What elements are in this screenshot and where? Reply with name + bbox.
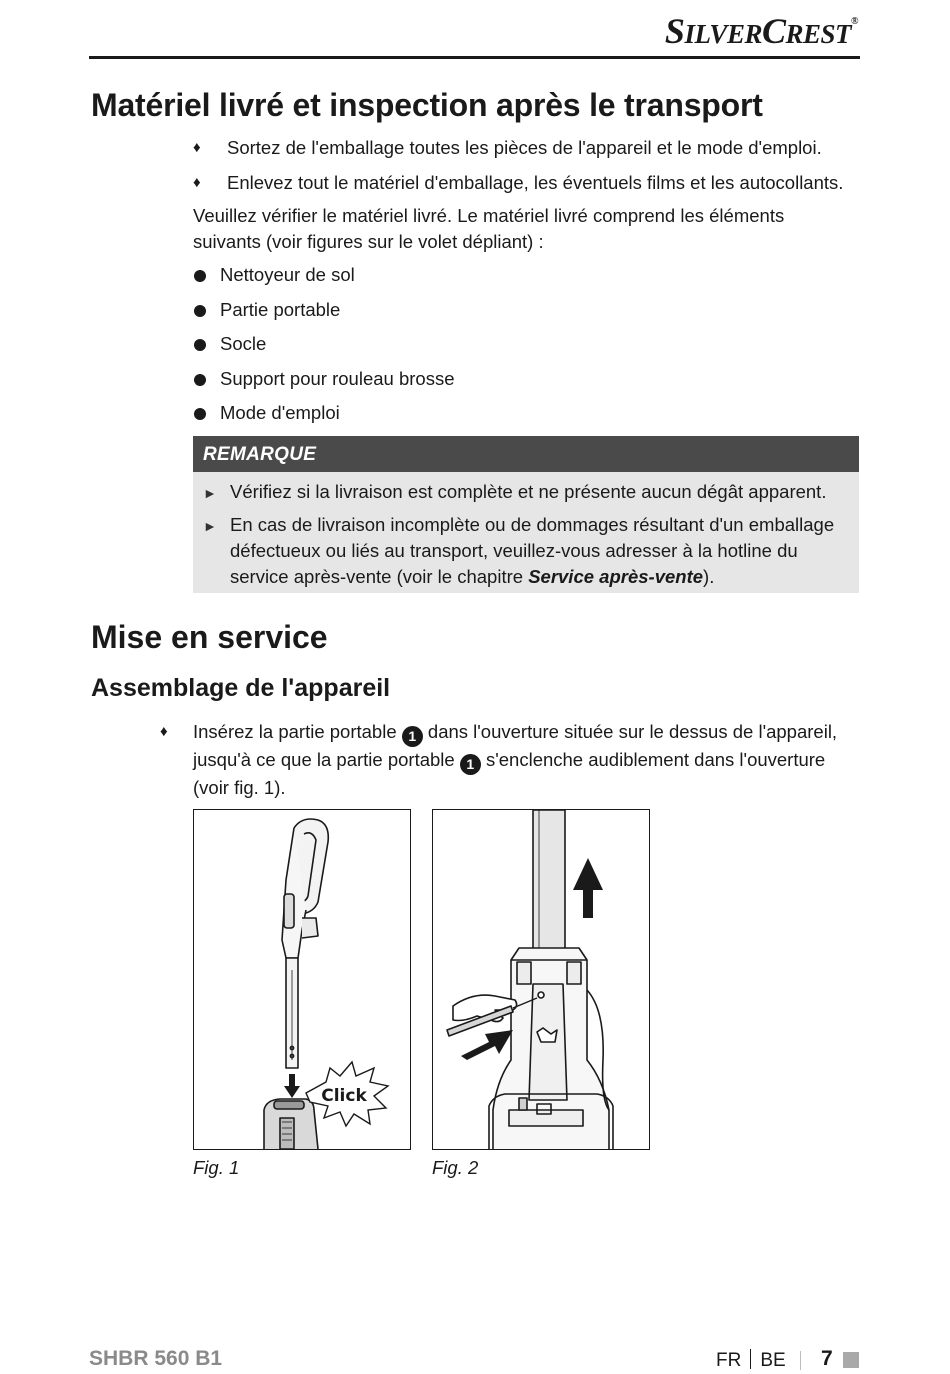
header-rule (89, 56, 860, 59)
list-item-label: Partie portable (220, 298, 341, 320)
list-item-label: Socle (220, 333, 267, 354)
note-heading: REMARQUE (193, 436, 859, 472)
list-item-label: Nettoyeur de sol (220, 264, 355, 285)
step-text: Sortez de l'emballage toutes les pièces de l'appareil et le mode d'emploi. (227, 137, 822, 158)
page-number: 7 (821, 1347, 833, 1370)
part-number-badge: 1 (460, 754, 481, 775)
footer-languages (716, 1349, 786, 1372)
chapter-reference: Service après-vente (528, 566, 704, 587)
bullet-dot-icon (194, 305, 206, 317)
figure-1-caption: Fig. 1 (193, 1157, 240, 1178)
note-text: Vérifiez si la livraison est complète et ne présente aucun dégât apparent. (230, 481, 827, 502)
note-line: En cas de livraison incomplète ou de dommages résultant d'un emballage (230, 514, 835, 535)
footer-divider (800, 1351, 801, 1370)
diamond-bullet-icon: ♦ (193, 139, 201, 156)
language-separator (750, 1349, 751, 1369)
intro-line: Veuillez vérifier le matériel livré. Le matériel livré comprend les éléments (193, 205, 785, 226)
bullet-dot-icon (194, 339, 206, 351)
intro-line: suivants (voir figures sur le volet dépliant) : (193, 231, 544, 252)
language-code: FR (716, 1350, 742, 1371)
figure-1 (193, 809, 411, 1150)
arrow-bullet-icon: ► (203, 518, 217, 534)
note-box (193, 436, 859, 593)
arrow-bullet-icon: ► (203, 485, 217, 501)
section-title-commissioning: Mise en service (91, 619, 328, 655)
diamond-bullet-icon: ♦ (160, 723, 168, 740)
note-line-text: ). (703, 566, 715, 587)
language-code: BE (760, 1350, 786, 1371)
step-text: s'enclenche audiblement dans l'ouverture (480, 749, 826, 770)
bullet-dot-icon (194, 374, 206, 386)
step-text: dans l'ouverture située sur le dessus de l'appareil, (422, 721, 838, 742)
note-line (230, 564, 845, 590)
delivery-intro (193, 203, 833, 255)
footer-model-number: SHBR 560 B1 (89, 1347, 223, 1370)
figure-2 (432, 809, 650, 1150)
figure-2-caption: Fig. 2 (432, 1157, 479, 1178)
part-number-badge: 1 (402, 726, 423, 747)
note-line: défectueux ou liés au transport, veuillez-vous adresser à la hotline du (230, 540, 798, 561)
click-label: Click (321, 1086, 367, 1106)
bullet-dot-icon (194, 270, 206, 282)
step-line (193, 719, 853, 747)
step-line: (voir fig. 1). (193, 777, 286, 798)
figure-2-illustration (433, 810, 649, 1149)
step-text: Insérez la partie portable (193, 721, 402, 742)
step-text: jusqu'à ce que la partie portable (193, 749, 460, 770)
note-line-text: service après-vente (voir le chapitre (230, 566, 529, 587)
step-text: Enlevez tout le matériel d'emballage, les éventuels films et les autocollants. (227, 172, 844, 193)
note-text (230, 512, 845, 590)
subsection-title-assembly: Assemblage de l'appareil (91, 674, 391, 702)
page-marker-square-icon (843, 1352, 859, 1368)
section-title-delivery: Matériel livré et inspection après le transport (91, 87, 763, 123)
bullet-dot-icon (194, 408, 206, 420)
list-item-label: Support pour rouleau brosse (220, 367, 455, 389)
figure-1-illustration (194, 810, 410, 1149)
step-line (193, 747, 853, 775)
assembly-step-text (193, 719, 853, 801)
list-item-label: Mode d'emploi (220, 402, 340, 423)
brand-logo: SILVERCREST® (664, 11, 858, 51)
diamond-bullet-icon: ♦ (193, 174, 201, 191)
